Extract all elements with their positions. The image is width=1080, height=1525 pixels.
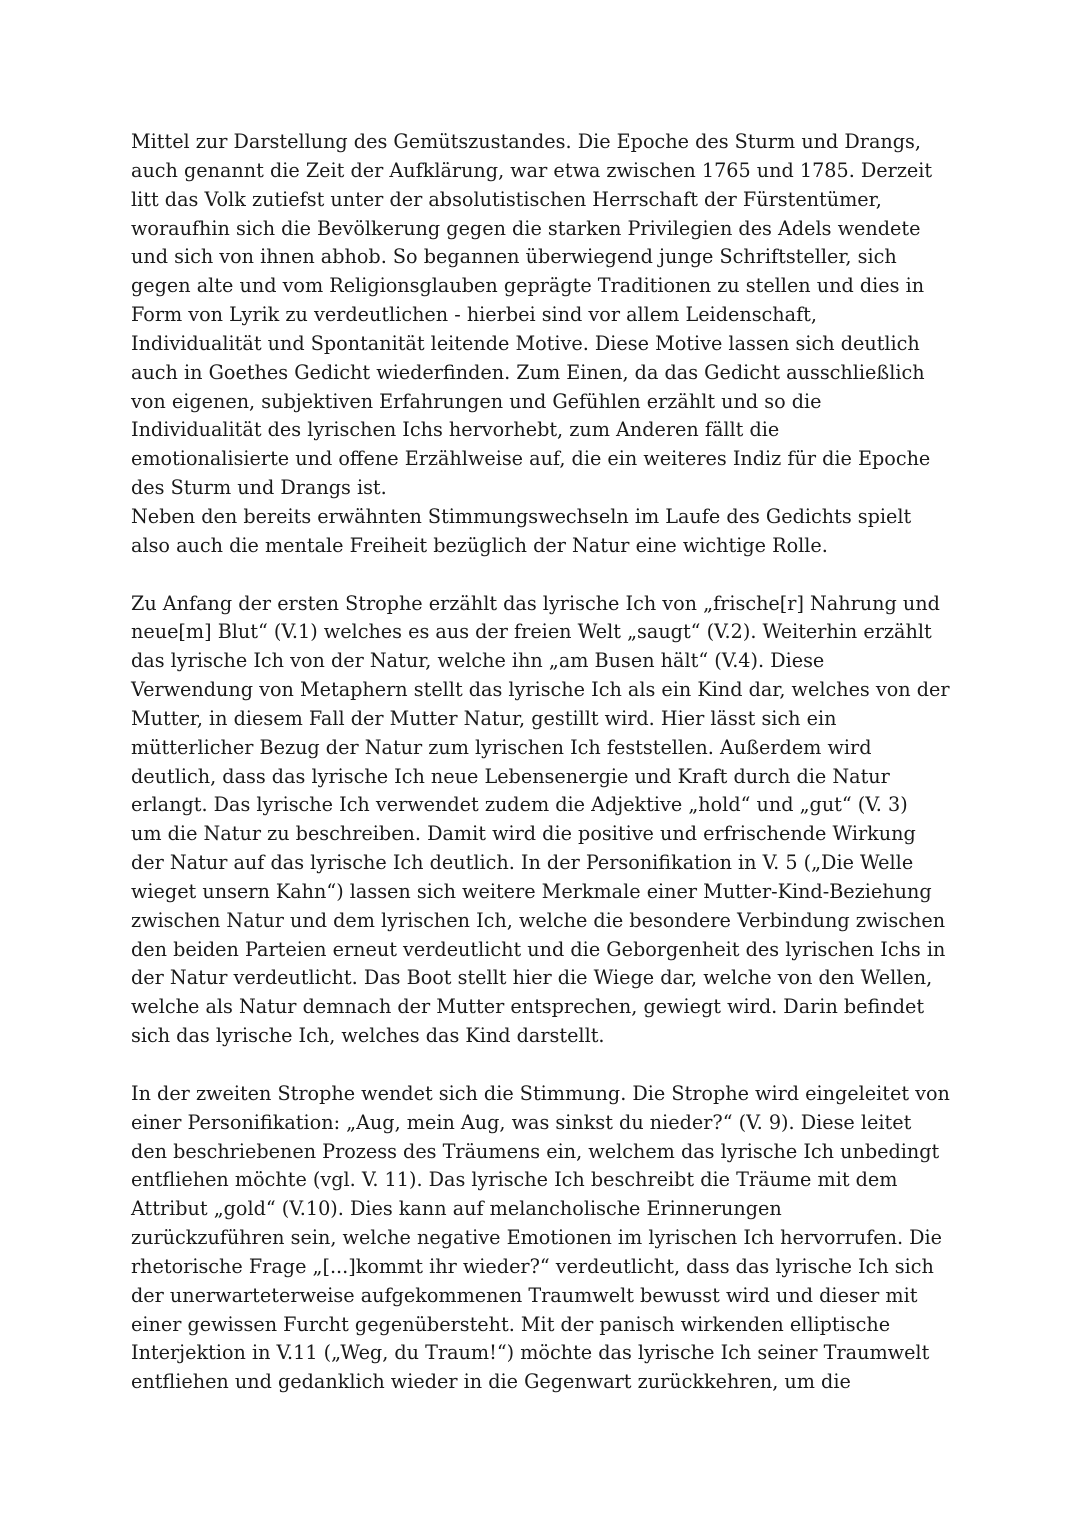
text-line: entfliehen möchte (vgl. V. 11). Das lyrische Ich beschreibt die Träume mit dem [131,1168,898,1192]
text-line: der Natur auf das lyrische Ich deutlich. In der Personifikation in V. 5 („Die Welle [131,851,914,875]
text-line: den beiden Parteien erneut verdeutlicht und die Geborgenheit des lyrischen Ichs in [131,937,946,961]
paragraph [131,128,951,561]
text-line: den beschriebenen Prozess des Träumens ein, welchem das lyrische Ich unbedingt [131,1139,940,1163]
text-line: das lyrische Ich von der Natur, welche ihn „am Busen hält“ (V.4). Diese [131,649,825,673]
text-line: In der zweiten Strophe wendet sich die Stimmung. Die Strophe wird eingeleitet von [131,1081,950,1105]
paragraph [131,1080,951,1397]
text-line: deutlich, dass das lyrische Ich neue Lebensenergie und Kraft durch die Natur [131,764,890,788]
text-line: mütterlicher Bezug der Natur zum lyrischen Ich feststellen. Außerdem wird [131,735,872,759]
text-line: gegen alte und vom Religionsglauben geprägte Traditionen zu stellen und dies in [131,274,925,298]
text-line: auch in Goethes Gedicht wiederfinden. Zum Einen, da das Gedicht ausschließlich [131,360,925,384]
text-line: Neben den bereits erwähnten Stimmungswechseln im Laufe des Gedichts spielt [131,504,912,528]
text-line: Form von Lyrik zu verdeutlichen - hierbei sind vor allem Leidenschaft, [131,303,817,327]
text-line: zwischen Natur und dem lyrischen Ich, welche die besondere Verbindung zwischen [131,908,946,932]
paragraph-gap [131,1051,951,1080]
text-line: Individualität des lyrischen Ichs hervorhebt, zum Anderen fällt die [131,418,780,442]
text-line: auch genannt die Zeit der Aufklärung, war etwa zwischen 1765 und 1785. Derzeit [131,158,933,182]
text-line: Mutter, in diesem Fall der Mutter Natur, gestillt wird. Hier lässt sich ein [131,706,837,730]
text-line: entfliehen und gedanklich wieder in die Gegenwart zurückkehren, um die [131,1370,851,1394]
text-line: Mittel zur Darstellung des Gemütszustandes. Die Epoche des Sturm und Drangs, [131,130,922,153]
text-line: wieget unsern Kahn“) lassen sich weitere Merkmale einer Mutter-Kind-Beziehung [131,879,932,903]
text-line: von eigenen, subjektiven Erfahrungen und Gefühlen erzählt und so die [131,389,822,413]
text-line: der unerwarteterweise aufgekommenen Traumwelt bewusst wird und dieser mit [131,1283,918,1307]
text-line: emotionalisierte und offene Erzählweise auf, die ein weiteres Indiz für die Epoche [131,447,931,471]
text-line: des Sturm und Drangs ist. [131,476,387,500]
text-line: welche als Natur demnach der Mutter entsprechen, gewiegt wird. Darin befindet [131,995,925,1019]
text-line: und sich von ihnen abhob. So begannen überwiegend junge Schriftsteller, sich [131,245,897,269]
text-line: Individualität und Spontanität leitende Motive. Diese Motive lassen sich deutlich [131,331,920,355]
text-line: rhetorische Frage „[...]kommt ihr wieder?“ verdeutlicht, dass das lyrische Ich sich [131,1254,934,1278]
text-line: einer gewissen Furcht gegenübersteht. Mit der panisch wirkenden elliptische [131,1312,891,1336]
text-line: Interjektion in V.11 („Weg, du Traum!“) möchte das lyrische Ich seiner Traumwelt [131,1341,930,1365]
text-line: Attribut „gold“ (V.10). Dies kann auf melancholische Erinnerungen [131,1197,782,1221]
text-line: Zu Anfang der ersten Strophe erzählt das lyrische Ich von „frische[r] Nahrung und [131,591,940,615]
text-line: neue[m] Blut“ (V.1) welches es aus der freien Welt „saugt“ (V.2). Weiterhin erzählt [131,620,932,644]
paragraph-gap [131,561,951,590]
text-line: der Natur verdeutlicht. Das Boot stellt hier die Wiege dar, welche von den Wellen, [131,966,933,990]
paragraph [131,590,951,1052]
text-line: einer Personifikation: „Aug, mein Aug, was sinkst du nieder?“ (V. 9). Diese leitet [131,1110,912,1134]
text-line: erlangt. Das lyrische Ich verwendet zudem die Adjektive „hold“ und „gut“ (V. 3) [131,793,908,817]
text-line: um die Natur zu beschreiben. Damit wird die positive und erfrischende Wirkung [131,822,916,846]
text-line: woraufhin sich die Bevölkerung gegen die starken Privilegien des Adels wendete [131,216,921,240]
text-line: also auch die mentale Freiheit bezüglich der Natur eine wichtige Rolle. [131,533,828,557]
text-line: zurückzuführen sein, welche negative Emotionen im lyrischen Ich hervorrufen. Die [131,1226,943,1250]
document-page [131,128,951,1397]
text-line: litt das Volk zutiefst unter der absolutistischen Herrschaft der Fürstentümer, [131,187,882,211]
text-line: sich das lyrische Ich, welches das Kind darstellt. [131,1024,605,1048]
text-line: Verwendung von Metaphern stellt das lyrische Ich als ein Kind dar, welches von der [131,678,950,702]
